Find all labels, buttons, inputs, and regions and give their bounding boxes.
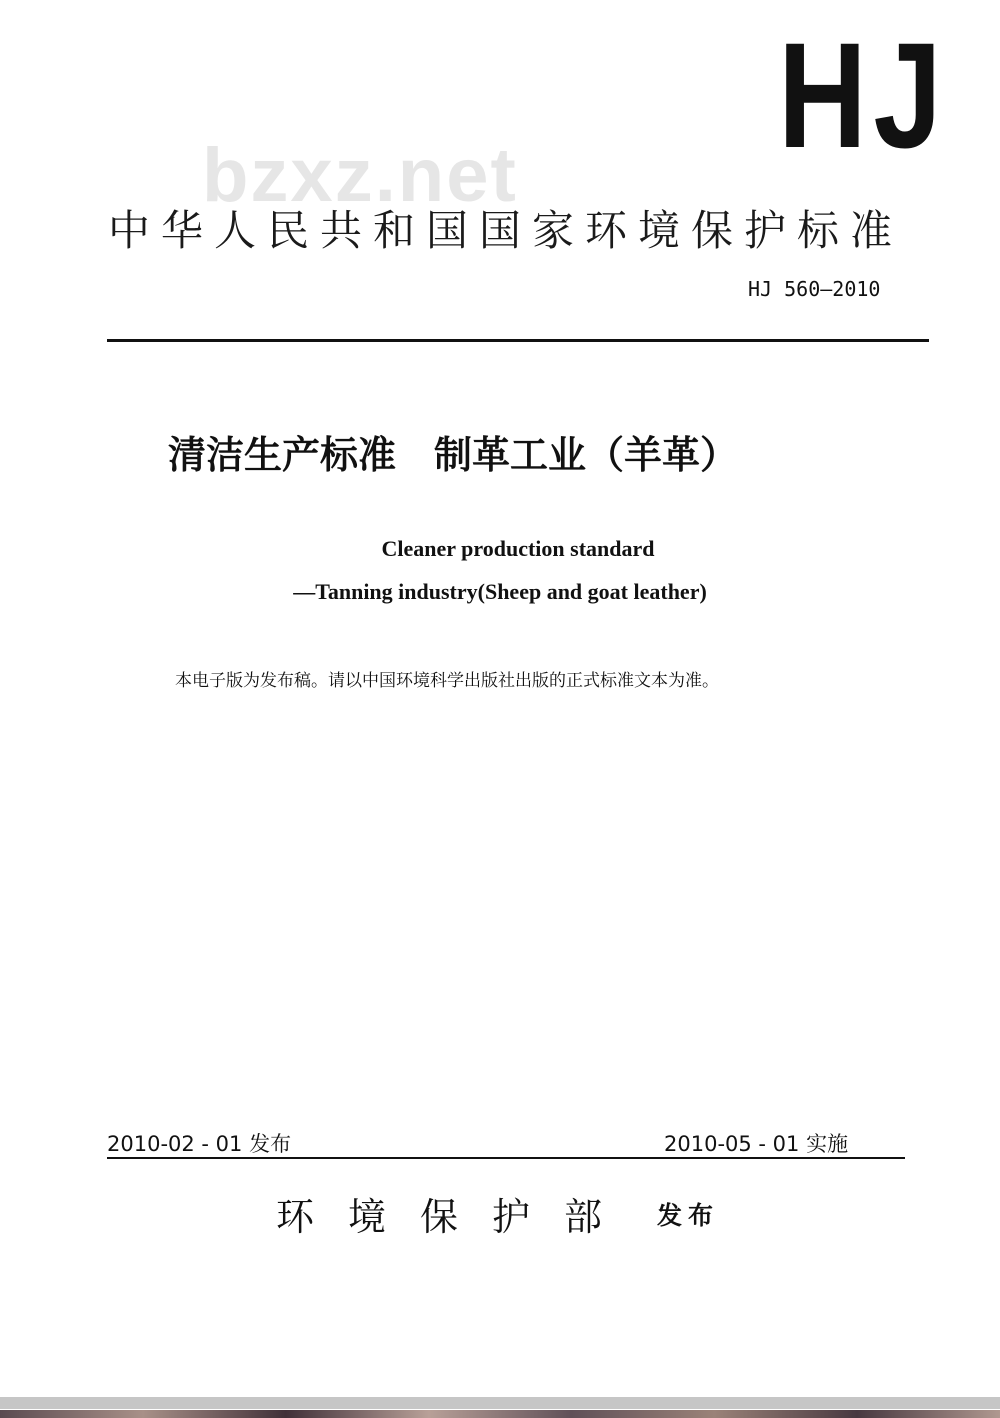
electronic-version-notice: 本电子版为发布稿。请以中国环境科学出版社出版的正式标准文本为准。 — [175, 671, 719, 691]
document-title-en-line2: —Tanning industry(Sheep and goat leather) — [293, 579, 707, 604]
standard-code: HJ 560—2010 — [748, 277, 881, 301]
watermark: bzxz.net — [202, 133, 518, 218]
viewer-page-gap — [0, 1397, 1000, 1409]
hj-logo: HJ — [778, 11, 949, 179]
bottom-divider — [107, 1157, 905, 1159]
national-standard-heading: 中华人民共和国国家环境保护标准 — [108, 206, 904, 255]
top-divider — [107, 339, 929, 342]
effective-date: 2010-05 - 01 实施 — [664, 1132, 849, 1156]
document-title-zh: 清洁生产标准 制革工业（羊革） — [168, 433, 739, 477]
document-title-en-line1: Cleaner production standard — [381, 536, 655, 561]
publish-date: 2010-02 - 01 发布 — [107, 1132, 292, 1156]
issuer-name: 环境保护部 — [276, 1195, 637, 1239]
background-texture — [0, 1410, 1000, 1418]
issuer-suffix: 发布 — [657, 1201, 720, 1230]
